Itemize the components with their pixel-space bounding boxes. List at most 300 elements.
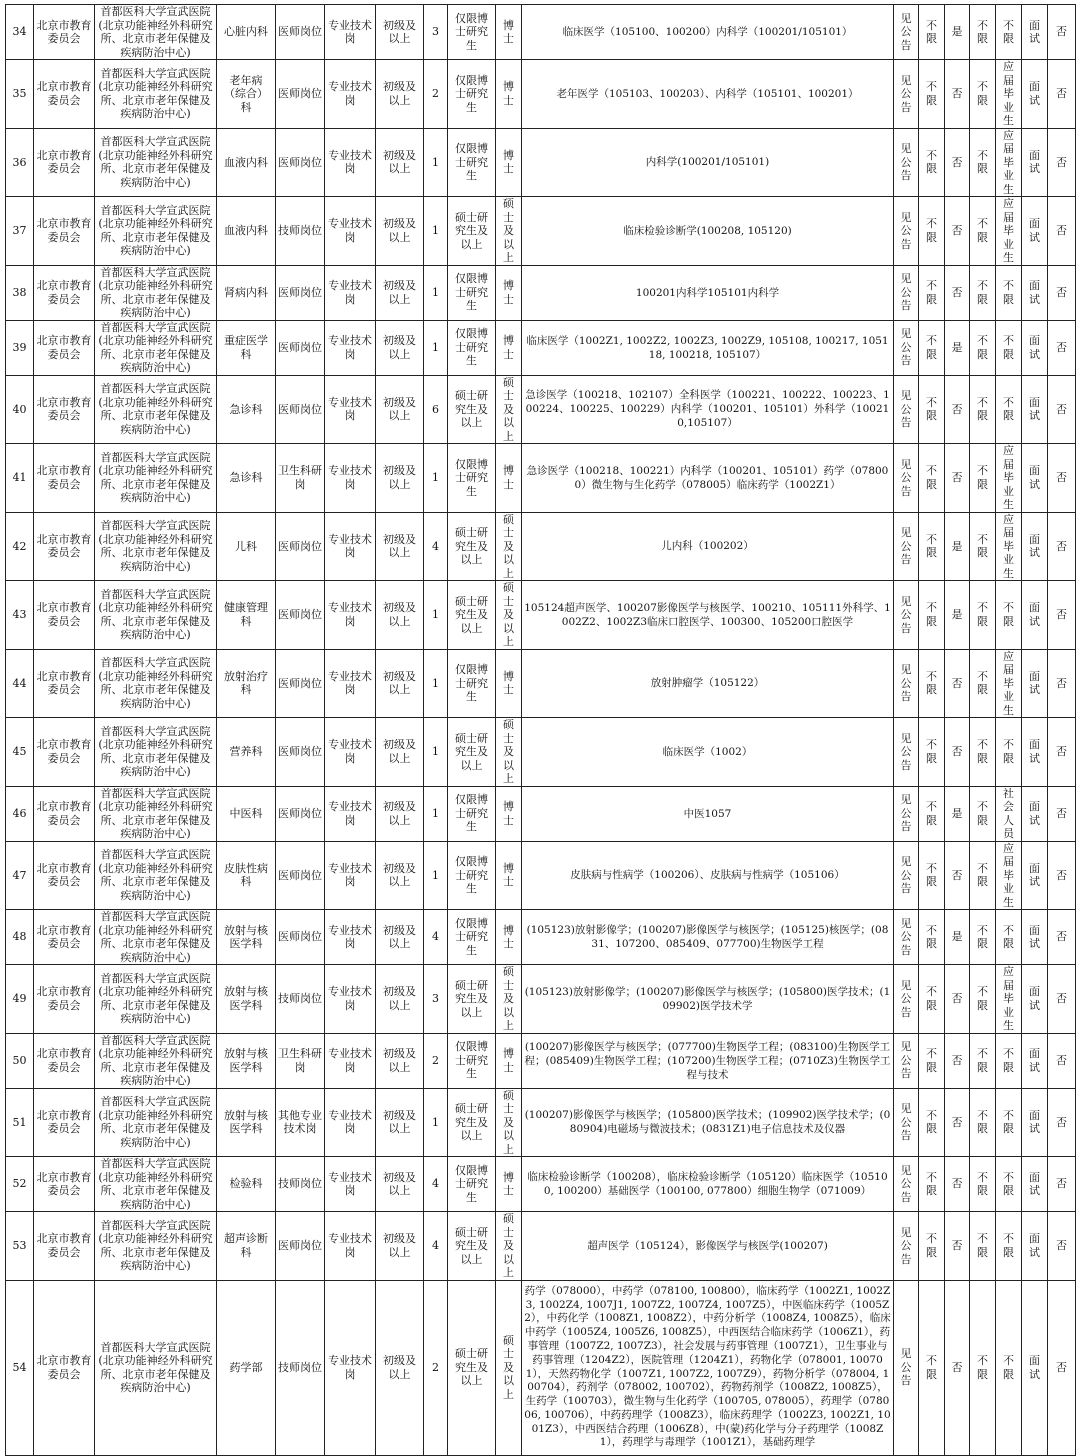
level-cell: 初级及以上 — [376, 965, 424, 1034]
requirement-cell-3: 不限 — [970, 197, 996, 266]
level-cell: 初级及以上 — [376, 265, 424, 320]
department-cell: 北京市教育委员会 — [34, 265, 95, 320]
headcount-cell: 1 — [424, 841, 448, 910]
post-type-cell: 专业技术岗 — [325, 197, 376, 266]
section-cell: 急诊科 — [217, 375, 276, 444]
post-type-cell: 专业技术岗 — [325, 1212, 376, 1281]
post-cell: 医师岗位 — [276, 786, 325, 841]
announcement-cell: 见公告 — [894, 512, 919, 581]
degree-cell: 博士 — [496, 910, 522, 965]
post-cell: 医师岗位 — [276, 320, 325, 375]
exam-type-cell: 面试 — [1022, 197, 1048, 266]
post-type-cell: 专业技术岗 — [325, 649, 376, 718]
announcement-cell: 见公告 — [894, 1033, 919, 1088]
post-type-cell: 专业技术岗 — [325, 444, 376, 513]
requirement-cell-1: 不限 — [919, 1088, 945, 1157]
requirement-cell-4: 不限 — [996, 1088, 1022, 1157]
level-cell: 初级及以上 — [376, 197, 424, 266]
headcount-cell: 4 — [424, 512, 448, 581]
requirement-cell-1: 不限 — [919, 1280, 945, 1455]
post-type-cell: 专业技术岗 — [325, 581, 376, 650]
major-cell: 临床检验诊断学(100208, 105120) — [522, 197, 894, 266]
degree-cell: 硕士及以上 — [496, 718, 522, 787]
section-cell: 儿科 — [217, 512, 276, 581]
exam-type-cell: 面试 — [1022, 5, 1048, 60]
major-cell: 中医1057 — [522, 786, 894, 841]
requirement-cell-3: 不限 — [970, 649, 996, 718]
department-cell: 北京市教育委员会 — [34, 965, 95, 1034]
level-cell: 初级及以上 — [376, 444, 424, 513]
table-row — [6, 60, 1076, 129]
final-flag-cell: 否 — [1048, 965, 1076, 1034]
requirement-cell-3: 不限 — [970, 512, 996, 581]
requirement-cell-2: 是 — [945, 5, 970, 60]
education-cell: 硕士研究生及以上 — [448, 965, 496, 1034]
level-cell: 初级及以上 — [376, 910, 424, 965]
section-cell: 血液内科 — [217, 197, 276, 266]
department-cell: 北京市教育委员会 — [34, 197, 95, 266]
row-number-cell: 37 — [6, 197, 34, 266]
unit-cell: 首都医科大学宣武医院(北京功能神经外科研究所、北京市老年保健及疾病防治中心) — [95, 786, 217, 841]
final-flag-cell: 否 — [1048, 5, 1076, 60]
level-cell: 初级及以上 — [376, 60, 424, 129]
major-cell: 105124超声医学、100207影像医学与核医学、100210、105111外科学、1002Z2、1002Z3临床口腔医学、100300、105200口腔医学 — [522, 581, 894, 650]
requirement-cell-2: 是 — [945, 786, 970, 841]
post-cell: 医师岗位 — [276, 60, 325, 129]
exam-type-cell: 面试 — [1022, 512, 1048, 581]
row-number-cell: 35 — [6, 60, 34, 129]
education-cell: 仅限博士研究生 — [448, 841, 496, 910]
post-type-cell: 专业技术岗 — [325, 910, 376, 965]
table-row — [6, 910, 1076, 965]
major-cell: 100201内科学105101内科学 — [522, 265, 894, 320]
final-flag-cell: 否 — [1048, 1157, 1076, 1212]
exam-type-cell: 面试 — [1022, 1280, 1048, 1455]
table-row — [6, 444, 1076, 513]
post-cell: 技师岗位 — [276, 1280, 325, 1455]
section-cell: 检验科 — [217, 1157, 276, 1212]
requirement-cell-2: 否 — [945, 265, 970, 320]
department-cell: 北京市教育委员会 — [34, 1157, 95, 1212]
post-type-cell: 专业技术岗 — [325, 512, 376, 581]
row-number-cell: 40 — [6, 375, 34, 444]
post-type-cell: 专业技术岗 — [325, 965, 376, 1034]
level-cell: 初级及以上 — [376, 786, 424, 841]
headcount-cell: 1 — [424, 128, 448, 197]
requirement-cell-1: 不限 — [919, 1033, 945, 1088]
final-flag-cell: 否 — [1048, 197, 1076, 266]
table-row — [6, 197, 1076, 266]
section-cell: 心脏内科 — [217, 5, 276, 60]
post-cell: 医师岗位 — [276, 649, 325, 718]
final-flag-cell: 否 — [1048, 910, 1076, 965]
department-cell: 北京市教育委员会 — [34, 512, 95, 581]
requirement-cell-3: 不限 — [970, 265, 996, 320]
education-cell: 仅限博士研究生 — [448, 128, 496, 197]
level-cell: 初级及以上 — [376, 128, 424, 197]
requirement-cell-1: 不限 — [919, 128, 945, 197]
level-cell: 初级及以上 — [376, 1033, 424, 1088]
requirement-cell-4: 应届毕业生 — [996, 444, 1022, 513]
major-cell: 超声医学（105124），影像医学与核医学(100207) — [522, 1212, 894, 1281]
requirement-cell-3: 不限 — [970, 1157, 996, 1212]
department-cell: 北京市教育委员会 — [34, 841, 95, 910]
requirement-cell-4: 应届毕业生 — [996, 649, 1022, 718]
announcement-cell: 见公告 — [894, 320, 919, 375]
requirement-cell-1: 不限 — [919, 786, 945, 841]
degree-cell: 硕士及以上 — [496, 1280, 522, 1455]
post-type-cell: 专业技术岗 — [325, 718, 376, 787]
major-cell: (105123)放射影像学；(100207)影像医学与核医学；(105125)核医学；(0831、107200、085409、077700)生物医学工程 — [522, 910, 894, 965]
level-cell: 初级及以上 — [376, 5, 424, 60]
headcount-cell: 2 — [424, 1280, 448, 1455]
requirement-cell-1: 不限 — [919, 718, 945, 787]
requirement-cell-1: 不限 — [919, 965, 945, 1034]
headcount-cell: 2 — [424, 1033, 448, 1088]
requirement-cell-1: 不限 — [919, 375, 945, 444]
requirement-cell-3: 不限 — [970, 910, 996, 965]
row-number-cell: 43 — [6, 581, 34, 650]
department-cell: 北京市教育委员会 — [34, 1212, 95, 1281]
headcount-cell: 1 — [424, 786, 448, 841]
requirement-cell-4: 不限 — [996, 1157, 1022, 1212]
requirement-cell-3: 不限 — [970, 60, 996, 129]
requirement-cell-3: 不限 — [970, 320, 996, 375]
unit-cell: 首都医科大学宣武医院(北京功能神经外科研究所、北京市老年保健及疾病防治中心) — [95, 265, 217, 320]
unit-cell: 首都医科大学宣武医院(北京功能神经外科研究所、北京市老年保健及疾病防治中心) — [95, 910, 217, 965]
requirement-cell-3: 不限 — [970, 786, 996, 841]
table-row — [6, 512, 1076, 581]
row-number-cell: 46 — [6, 786, 34, 841]
requirement-cell-3: 不限 — [970, 1212, 996, 1281]
level-cell: 初级及以上 — [376, 512, 424, 581]
table-row — [6, 128, 1076, 197]
announcement-cell: 见公告 — [894, 444, 919, 513]
unit-cell: 首都医科大学宣武医院(北京功能神经外科研究所、北京市老年保健及疾病防治中心) — [95, 649, 217, 718]
department-cell: 北京市教育委员会 — [34, 718, 95, 787]
final-flag-cell: 否 — [1048, 1033, 1076, 1088]
department-cell: 北京市教育委员会 — [34, 444, 95, 513]
post-type-cell: 专业技术岗 — [325, 841, 376, 910]
requirement-cell-2: 否 — [945, 128, 970, 197]
final-flag-cell: 否 — [1048, 841, 1076, 910]
section-cell: 急诊科 — [217, 444, 276, 513]
unit-cell: 首都医科大学宣武医院(北京功能神经外科研究所、北京市老年保健及疾病防治中心) — [95, 375, 217, 444]
section-cell: 营养科 — [217, 718, 276, 787]
requirement-cell-4: 不限 — [996, 5, 1022, 60]
level-cell: 初级及以上 — [376, 649, 424, 718]
exam-type-cell: 面试 — [1022, 60, 1048, 129]
major-cell: 临床医学（1002Z1, 1002Z2, 1002Z3, 1002Z9, 105108, 100217, 105118, 100218, 105107） — [522, 320, 894, 375]
post-type-cell: 专业技术岗 — [325, 1033, 376, 1088]
degree-cell: 博士 — [496, 128, 522, 197]
headcount-cell: 4 — [424, 910, 448, 965]
section-cell: 放射与核医学科 — [217, 910, 276, 965]
exam-type-cell: 面试 — [1022, 1033, 1048, 1088]
department-cell: 北京市教育委员会 — [34, 5, 95, 60]
exam-type-cell: 面试 — [1022, 841, 1048, 910]
post-cell: 医师岗位 — [276, 128, 325, 197]
unit-cell: 首都医科大学宣武医院(北京功能神经外科研究所、北京市老年保健及疾病防治中心) — [95, 1088, 217, 1157]
level-cell: 初级及以上 — [376, 1157, 424, 1212]
major-cell: 放射肿瘤学（105122） — [522, 649, 894, 718]
degree-cell: 硕士及以上 — [496, 965, 522, 1034]
section-cell: 皮肤性病科 — [217, 841, 276, 910]
requirement-cell-3: 不限 — [970, 1280, 996, 1455]
requirement-cell-3: 不限 — [970, 128, 996, 197]
major-cell: (100207)影像医学与核医学；(105800)医学技术；(109902)医学技术学；(080904)电磁场与微波技术；(0831Z1)电子信息技术及仪器 — [522, 1088, 894, 1157]
degree-cell: 硕士及以上 — [496, 581, 522, 650]
level-cell: 初级及以上 — [376, 1212, 424, 1281]
post-cell: 医师岗位 — [276, 512, 325, 581]
headcount-cell: 1 — [424, 197, 448, 266]
final-flag-cell: 否 — [1048, 1088, 1076, 1157]
exam-type-cell: 面试 — [1022, 1212, 1048, 1281]
requirement-cell-4: 应届毕业生 — [996, 197, 1022, 266]
table-row — [6, 965, 1076, 1034]
requirement-cell-1: 不限 — [919, 910, 945, 965]
degree-cell: 博士 — [496, 320, 522, 375]
announcement-cell: 见公告 — [894, 1280, 919, 1455]
exam-type-cell: 面试 — [1022, 649, 1048, 718]
announcement-cell: 见公告 — [894, 1157, 919, 1212]
row-number-cell: 41 — [6, 444, 34, 513]
post-type-cell: 专业技术岗 — [325, 1157, 376, 1212]
degree-cell: 博士 — [496, 1157, 522, 1212]
headcount-cell: 1 — [424, 444, 448, 513]
post-cell: 医师岗位 — [276, 5, 325, 60]
education-cell: 硕士研究生及以上 — [448, 512, 496, 581]
table-row — [6, 375, 1076, 444]
section-cell: 血液内科 — [217, 128, 276, 197]
unit-cell: 首都医科大学宣武医院(北京功能神经外科研究所、北京市老年保健及疾病防治中心) — [95, 512, 217, 581]
final-flag-cell: 否 — [1048, 320, 1076, 375]
final-flag-cell: 否 — [1048, 1212, 1076, 1281]
exam-type-cell: 面试 — [1022, 1088, 1048, 1157]
table-row — [6, 1033, 1076, 1088]
requirement-cell-1: 不限 — [919, 1212, 945, 1281]
major-cell: 急诊医学（100218、100221）内科学（100201、105101）药学（078000）微生物与生化药学（078005）临床药学（1002Z1） — [522, 444, 894, 513]
post-type-cell: 专业技术岗 — [325, 265, 376, 320]
table-row — [6, 265, 1076, 320]
department-cell: 北京市教育委员会 — [34, 581, 95, 650]
headcount-cell: 2 — [424, 60, 448, 129]
row-number-cell: 45 — [6, 718, 34, 787]
education-cell: 硕士研究生及以上 — [448, 197, 496, 266]
announcement-cell: 见公告 — [894, 786, 919, 841]
section-cell: 重症医学科 — [217, 320, 276, 375]
table-row — [6, 1088, 1076, 1157]
announcement-cell: 见公告 — [894, 375, 919, 444]
unit-cell: 首都医科大学宣武医院(北京功能神经外科研究所、北京市老年保健及疾病防治中心) — [95, 1212, 217, 1281]
requirement-cell-3: 不限 — [970, 718, 996, 787]
post-type-cell: 专业技术岗 — [325, 1280, 376, 1455]
requirement-cell-4: 不限 — [996, 320, 1022, 375]
major-cell: 儿内科（100202） — [522, 512, 894, 581]
section-cell: 放射与核医学科 — [217, 1088, 276, 1157]
section-cell: 肾病内科 — [217, 265, 276, 320]
announcement-cell: 见公告 — [894, 841, 919, 910]
requirement-cell-1: 不限 — [919, 60, 945, 129]
announcement-cell: 见公告 — [894, 5, 919, 60]
final-flag-cell: 否 — [1048, 128, 1076, 197]
requirement-cell-3: 不限 — [970, 841, 996, 910]
row-number-cell: 47 — [6, 841, 34, 910]
table-row — [6, 649, 1076, 718]
major-cell: 药学（078000），中药学（078100, 100800），临床药学（1002Z1, 1002Z3, 1002Z4, 1007J1, 1007Z2, 1007Z4, 1007Z5），中医临床药学（1005Z2），中药化学（1008Z1, 1008Z2），中药分析学（1008Z4, 1008Z5），临床中药学（1005Z4, 1005Z6, 1008Z5），中西医结合临床药学（1006Z1），药事管理（1007Z2, 1007Z3），社会发展与药事管理（1007Z1），卫生事业与药事管理（1204Z2），医院管理（1204Z1），药物化学（078001, 100701），天然药物化学（1007Z1, 1007Z2, 1007Z9），药物分析学（078004, 100704），药剂学（078002, 100702），药物药剂学（1008Z2, 1008Z5），生药学（100703），微生物与生化药学（100705, 078005），药理学（078006, 100706），中药药理学（1008Z3），临床药理学（1002Z3, 1002Z1, 1001Z3），中西医结合药理（1006Z8），中(蒙)药化学与分子药理学（1008Z1），药理学与毒理学（1001Z1），基础药理学 — [522, 1280, 894, 1455]
major-cell: (100207)影像医学与核医学；(077700)生物医学工程；(083100)生物医学工程；(085409)生物医学工程；(107200)生物医学工程；(0710Z3)生物医学工程与技术 — [522, 1033, 894, 1088]
row-number-cell: 49 — [6, 965, 34, 1034]
section-cell: 放射与核医学科 — [217, 965, 276, 1034]
table-row — [6, 320, 1076, 375]
requirement-cell-3: 不限 — [970, 1033, 996, 1088]
exam-type-cell: 面试 — [1022, 786, 1048, 841]
row-number-cell: 54 — [6, 1280, 34, 1455]
department-cell: 北京市教育委员会 — [34, 649, 95, 718]
post-type-cell: 专业技术岗 — [325, 375, 376, 444]
education-cell: 仅限博士研究生 — [448, 910, 496, 965]
education-cell: 硕士研究生及以上 — [448, 1280, 496, 1455]
requirement-cell-4: 不限 — [996, 1033, 1022, 1088]
post-cell: 技师岗位 — [276, 1157, 325, 1212]
post-cell: 医师岗位 — [276, 1212, 325, 1281]
headcount-cell: 1 — [424, 1088, 448, 1157]
post-type-cell: 专业技术岗 — [325, 786, 376, 841]
requirement-cell-4: 应届毕业生 — [996, 128, 1022, 197]
exam-type-cell: 面试 — [1022, 1157, 1048, 1212]
final-flag-cell: 否 — [1048, 444, 1076, 513]
requirement-cell-4: 不限 — [996, 581, 1022, 650]
headcount-cell: 3 — [424, 965, 448, 1034]
education-cell: 仅限博士研究生 — [448, 1033, 496, 1088]
unit-cell: 首都医科大学宣武医院(北京功能神经外科研究所、北京市老年保健及疾病防治中心) — [95, 444, 217, 513]
degree-cell: 博士 — [496, 265, 522, 320]
degree-cell: 博士 — [496, 60, 522, 129]
major-cell: 皮肤病与性病学（100206）、皮肤病与性病学（105106） — [522, 841, 894, 910]
requirement-cell-2: 否 — [945, 444, 970, 513]
announcement-cell: 见公告 — [894, 265, 919, 320]
department-cell: 北京市教育委员会 — [34, 1280, 95, 1455]
final-flag-cell: 否 — [1048, 1280, 1076, 1455]
final-flag-cell: 否 — [1048, 649, 1076, 718]
degree-cell: 硕士及以上 — [496, 197, 522, 266]
requirement-cell-3: 不限 — [970, 581, 996, 650]
unit-cell: 首都医科大学宣武医院(北京功能神经外科研究所、北京市老年保健及疾病防治中心) — [95, 197, 217, 266]
requirement-cell-3: 不限 — [970, 1088, 996, 1157]
major-cell: (105123)放射影像学；(100207)影像医学与核医学；(105800)医学技术；(109902)医学技术学 — [522, 965, 894, 1034]
unit-cell: 首都医科大学宣武医院(北京功能神经外科研究所、北京市老年保健及疾病防治中心) — [95, 841, 217, 910]
requirement-cell-3: 不限 — [970, 375, 996, 444]
headcount-cell: 1 — [424, 265, 448, 320]
headcount-cell: 6 — [424, 375, 448, 444]
headcount-cell: 3 — [424, 5, 448, 60]
announcement-cell: 见公告 — [894, 718, 919, 787]
unit-cell: 首都医科大学宣武医院(北京功能神经外科研究所、北京市老年保健及疾病防治中心) — [95, 965, 217, 1034]
post-cell: 技师岗位 — [276, 197, 325, 266]
row-number-cell: 38 — [6, 265, 34, 320]
table-row — [6, 1280, 1076, 1455]
department-cell: 北京市教育委员会 — [34, 320, 95, 375]
education-cell: 硕士研究生及以上 — [448, 718, 496, 787]
level-cell: 初级及以上 — [376, 1088, 424, 1157]
section-cell: 放射治疗科 — [217, 649, 276, 718]
requirement-cell-4: 应届毕业生 — [996, 841, 1022, 910]
requirement-cell-3: 不限 — [970, 5, 996, 60]
degree-cell: 博士 — [496, 841, 522, 910]
exam-type-cell: 面试 — [1022, 320, 1048, 375]
post-cell: 医师岗位 — [276, 375, 325, 444]
education-cell: 仅限博士研究生 — [448, 649, 496, 718]
post-type-cell: 专业技术岗 — [325, 1088, 376, 1157]
section-cell: 放射与核医学科 — [217, 1033, 276, 1088]
unit-cell: 首都医科大学宣武医院(北京功能神经外科研究所、北京市老年保健及疾病防治中心) — [95, 320, 217, 375]
headcount-cell: 1 — [424, 581, 448, 650]
exam-type-cell: 面试 — [1022, 718, 1048, 787]
section-cell: 老年病（综合）科 — [217, 60, 276, 129]
requirement-cell-2: 否 — [945, 718, 970, 787]
final-flag-cell: 否 — [1048, 786, 1076, 841]
post-type-cell: 专业技术岗 — [325, 5, 376, 60]
announcement-cell: 见公告 — [894, 60, 919, 129]
headcount-cell: 1 — [424, 320, 448, 375]
announcement-cell: 见公告 — [894, 581, 919, 650]
row-number-cell: 42 — [6, 512, 34, 581]
education-cell: 硕士研究生及以上 — [448, 1088, 496, 1157]
requirement-cell-2: 是 — [945, 910, 970, 965]
final-flag-cell: 否 — [1048, 718, 1076, 787]
degree-cell: 硕士及以上 — [496, 375, 522, 444]
department-cell: 北京市教育委员会 — [34, 60, 95, 129]
requirement-cell-2: 是 — [945, 512, 970, 581]
headcount-cell: 4 — [424, 1212, 448, 1281]
announcement-cell: 见公告 — [894, 1088, 919, 1157]
education-cell: 仅限博士研究生 — [448, 444, 496, 513]
requirement-cell-1: 不限 — [919, 581, 945, 650]
education-cell: 仅限博士研究生 — [448, 1157, 496, 1212]
row-number-cell: 34 — [6, 5, 34, 60]
level-cell: 初级及以上 — [376, 718, 424, 787]
post-cell: 医师岗位 — [276, 265, 325, 320]
table-row — [6, 5, 1076, 60]
education-cell: 仅限博士研究生 — [448, 60, 496, 129]
degree-cell: 硕士及以上 — [496, 1088, 522, 1157]
requirement-cell-4: 不限 — [996, 375, 1022, 444]
requirement-cell-2: 否 — [945, 1280, 970, 1455]
row-number-cell: 52 — [6, 1157, 34, 1212]
degree-cell: 博士 — [496, 444, 522, 513]
unit-cell: 首都医科大学宣武医院(北京功能神经外科研究所、北京市老年保健及疾病防治中心) — [95, 60, 217, 129]
department-cell: 北京市教育委员会 — [34, 786, 95, 841]
post-cell: 医师岗位 — [276, 581, 325, 650]
final-flag-cell: 否 — [1048, 265, 1076, 320]
exam-type-cell: 面试 — [1022, 965, 1048, 1034]
requirement-cell-4: 不限 — [996, 910, 1022, 965]
requirement-cell-4: 不限 — [996, 265, 1022, 320]
requirement-cell-4: 不限 — [996, 1280, 1022, 1455]
row-number-cell: 36 — [6, 128, 34, 197]
requirement-cell-1: 不限 — [919, 512, 945, 581]
post-cell: 卫生科研岗 — [276, 1033, 325, 1088]
section-cell: 药学部 — [217, 1280, 276, 1455]
exam-type-cell: 面试 — [1022, 444, 1048, 513]
requirement-cell-1: 不限 — [919, 841, 945, 910]
requirement-cell-3: 不限 — [970, 444, 996, 513]
requirement-cell-2: 否 — [945, 649, 970, 718]
unit-cell: 首都医科大学宣武医院(北京功能神经外科研究所、北京市老年保健及疾病防治中心) — [95, 1280, 217, 1455]
requirement-cell-2: 否 — [945, 197, 970, 266]
requirement-cell-2: 否 — [945, 1033, 970, 1088]
exam-type-cell: 面试 — [1022, 128, 1048, 197]
